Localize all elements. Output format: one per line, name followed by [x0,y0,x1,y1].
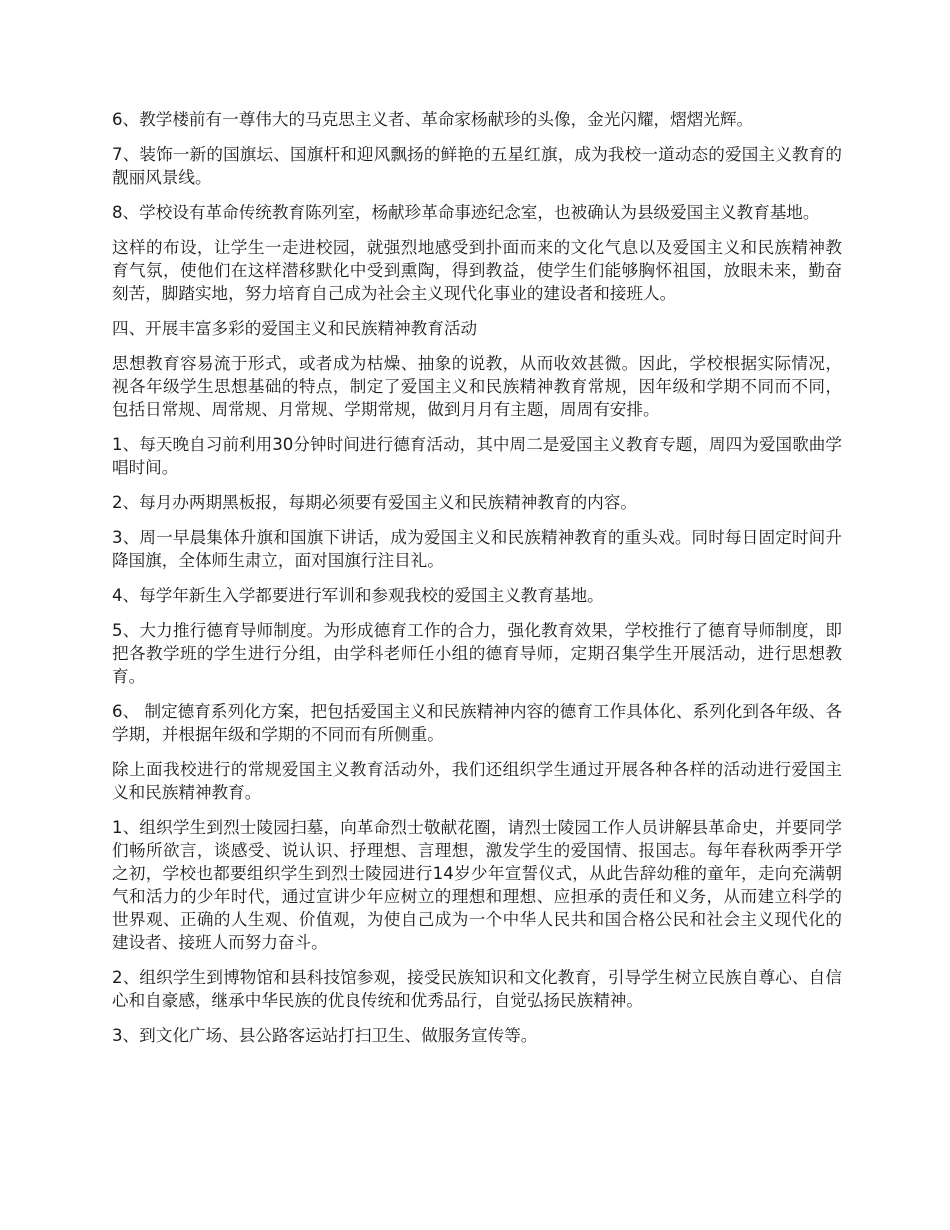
paragraph-routine-2: 2、每月办两期黑板报，每期必须要有爱国主义和民族精神教育的内容。 [112,493,637,512]
paragraph-item-7-flag: 7、装饰一新的国旗坛、国旗杆和迎风飘扬的鲜艳的五星红旗，成为我校一道动态的爱国主义教育的靓丽风景线。 [112,145,842,187]
paragraph-intro-routines: 思想教育容易流于形式，或者成为枯燥、抽象的说教，从而收效甚微。因此，学校根据实际情况，视各年级学生思想基础的特点，制定了爱国主义和民族精神教育常规，因年级和学期不同而不同，包括日常规、周常规、月常规、学期常规，做到月月有主题，周周有安排。 [112,354,842,419]
paragraph-activity-2: 2、组织学生到博物馆和县科技馆参观，接受民族知识和文化教育，引导学生树立民族自尊心、自信心和自豪感，继承中华民族的优良传统和优秀品行，自觉弘扬民族精神。 [112,968,842,1010]
paragraph-routine-4: 4、每学年新生入学都要进行军训和参观我校的爱国主义教育基地。 [112,586,604,605]
paragraph-routine-1: 1、每天晚自习前利用30分钟时间进行德育活动，其中周二是爱国主义教育专题，周四为爱国歌曲学唱时间。 [112,435,842,477]
paragraph-routine-3: 3、周一早晨集体升旗和国旗下讲话，成为爱国主义和民族精神教育的重头戏。同时每日固定时间升降国旗，全体师生肃立，面对国旗行注目礼。 [112,528,842,570]
section-heading-four: 四、开展丰富多彩的爱国主义和民族精神教育活动 [112,319,478,338]
document-page [112,108,842,1059]
paragraph-item-8-exhibition: 8、学校设有革命传统教育陈列室，杨献珍革命事迹纪念室，也被确认为县级爱国主义教育基地。 [112,203,820,222]
paragraph-routine-5: 5、大力推行德育导师制度。为形成德育工作的合力，强化教育效果，学校推行了德育导师制度，即把各教学班的学生进行分组，由学科老师任小组的德育导师，定期召集学生开展活动，进行思想教育。 [112,621,842,686]
paragraph-activities-intro: 除上面我校进行的常规爱国主义教育活动外，我们还组织学生通过开展各种各样的活动进行爱国主义和民族精神教育。 [112,760,842,802]
paragraph-activity-1: 1、组织学生到烈士陵园扫墓，向革命烈士敬献花圈，请烈士陵园工作人员讲解县革命史，并要同学们畅所欲言，谈感受、说认识、抒理想、言理想，激发学生的爱国情、报国志。每年春秋两季开学之初，学校也都要组织学生到烈士陵园进行14岁少年宣誓仪式，从此告辞幼稚的童年，走向充满朝气和活力的少年时代，通过宣讲少年应树立的理想和理想、应担承的责任和义务，从而建立科学的世界观、正确的人生观、价值观，为使自己成为一个中华人民共和国合格公民和社会主义现代化的建设者、接班人而努力奋斗。 [112,818,842,952]
paragraph-summary-layout: 这样的布设，让学生一走进校园，就强烈地感受到扑面而来的文化气息以及爱国主义和民族精神教育气氛，使他们在这样潜移默化中受到熏陶，得到教益，使学生们能够胸怀祖国，放眼未来，勤奋刻苦，脚踏实地，努力培育自己成为社会主义现代化事业的建设者和接班人。 [112,238,842,303]
paragraph-activity-3: 3、到文化广场、县公路客运站打扫卫生、做服务宣传等。 [112,1026,538,1045]
paragraph-item-6-statue: 6、教学楼前有一尊伟大的马克思主义者、革命家杨献珍的头像，金光闪耀，熠熠光辉。 [112,110,754,129]
paragraph-routine-6: 6、 制定德育系列化方案，把包括爱国主义和民族精神内容的德育工作具体化、系列化到各年级、各学期，并根据年级和学期的不同而有所侧重。 [112,702,842,744]
